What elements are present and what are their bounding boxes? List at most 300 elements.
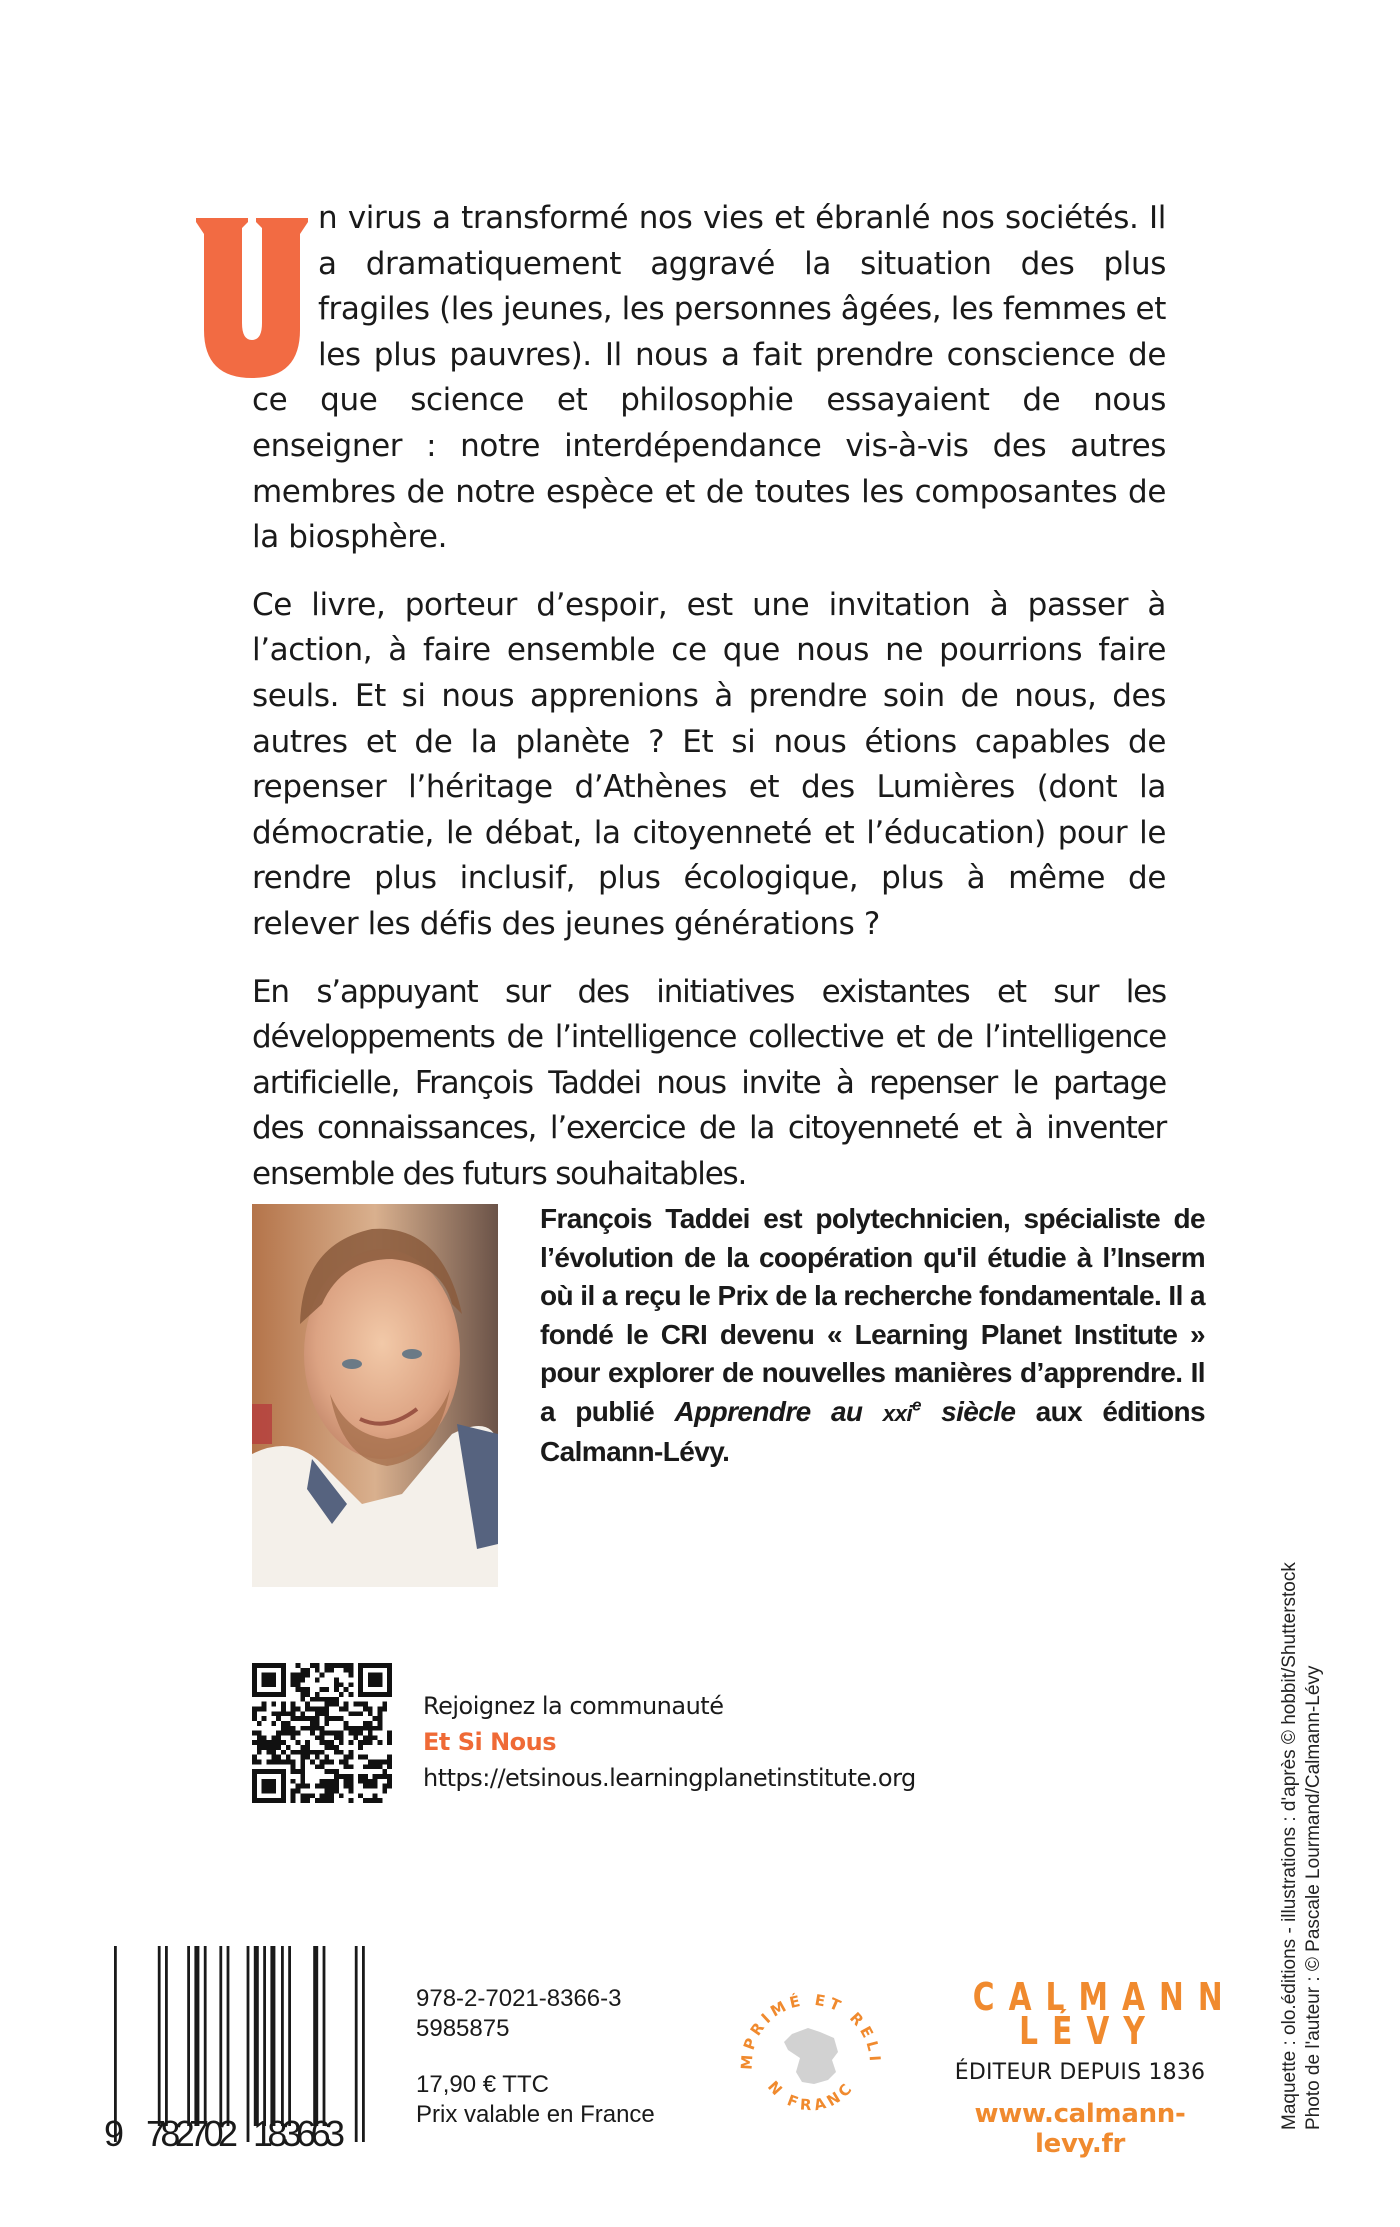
barcode-bar [355,1946,358,2142]
qr-module [276,1755,281,1760]
qr-module [300,1774,305,1779]
qr-module [281,1726,286,1731]
qr-module [324,1697,329,1702]
qr-module [363,1721,368,1726]
qr-module [291,1779,296,1784]
qr-module [300,1668,305,1673]
qr-module [286,1755,291,1760]
qr-module [344,1774,349,1779]
qr-module [382,1769,387,1774]
qr-module [368,1711,373,1716]
qr-module [295,1706,300,1711]
qr-module [368,1726,373,1731]
qr-module [315,1697,320,1702]
qr-module [373,1764,378,1769]
qr-module [257,1750,262,1755]
qr-module [368,1784,373,1789]
qr-module [315,1668,320,1673]
qr-module [329,1740,334,1745]
qr-module [320,1735,325,1740]
qr-module [271,1702,276,1707]
qr-module [324,1721,329,1726]
qr-module [329,1697,334,1702]
qr-module [281,1721,286,1726]
qr-code[interactable] [252,1663,392,1803]
qr-module [358,1726,363,1731]
publisher-url-link[interactable]: www.calmann-levy.fr [974,2099,1186,2159]
barcode-bar [204,1946,207,2126]
qr-module [363,1740,368,1745]
book-title-part: siècle [920,1395,1016,1427]
author-bio [540,1200,1205,1472]
qr-module [286,1760,291,1765]
qr-module [262,1673,276,1687]
community-invite: Rejoignez la communauté [423,1692,724,1720]
qr-module [334,1702,339,1707]
qr-module [387,1774,392,1779]
qr-module [349,1779,354,1784]
qr-module [349,1789,354,1794]
qr-module [353,1735,358,1740]
qr-module [305,1692,310,1697]
qr-module [271,1735,276,1740]
qr-module [339,1760,344,1765]
credits-photo: Photo de l'auteur : © Pascale Lourmand/Calmann-Lévy [1303,1665,1324,2130]
printed-in-france-stamp [730,1972,890,2132]
blurb-paragraph-3: En s’appuyant sur des initiatives existantes et sur les développements de l’intelligence collective et de l’intelligence artificielle, François Taddei nous invite à repenser le partage des connaissances, l’exercice de la citoyenneté et à inventer ensemble des futurs souhaitables. [252,973,1166,1192]
book-title-sup: e [912,1395,921,1415]
qr-module [276,1711,281,1716]
qr-module [315,1764,320,1769]
qr-module [334,1745,339,1750]
qr-module [315,1735,320,1740]
qr-module [344,1760,349,1765]
qr-module [320,1706,325,1711]
blurb-paragraph-1 [252,196,1166,561]
qr-module [252,1769,286,1774]
qr-module [300,1726,305,1731]
qr-module [329,1779,334,1784]
qr-module [324,1779,329,1784]
qr-module [358,1663,363,1697]
qr-module [252,1740,257,1745]
qr-module [373,1726,378,1731]
qr-module [349,1755,354,1760]
qr-module [363,1735,368,1740]
qr-module [300,1764,305,1769]
qr-module [295,1682,300,1687]
qr-module [358,1692,392,1697]
qr-module [291,1706,296,1711]
qr-module [305,1716,310,1721]
qr-module [276,1731,281,1736]
qr-module [387,1760,392,1765]
qr-module [252,1706,257,1711]
barcode-bar [288,1946,291,2126]
qr-module [295,1769,300,1774]
qr-module [252,1716,257,1721]
price: 17,90 € TTC [416,2071,549,2098]
qr-module [378,1774,383,1779]
qr-module [262,1706,267,1711]
barcode-bar [254,1946,259,2126]
qr-module [262,1702,267,1707]
qr-module [329,1702,334,1707]
stamp-bottom-text: N FRANC [763,2077,858,2115]
qr-module [266,1745,271,1750]
qr-module [349,1682,354,1687]
qr-module [344,1721,349,1726]
qr-module [320,1740,325,1745]
qr-module [358,1740,363,1745]
qr-module [305,1673,310,1678]
isbn-price-block [416,1984,655,2130]
qr-module [324,1789,329,1794]
qr-module [339,1750,344,1755]
qr-module [378,1721,383,1726]
barcode-bar [313,1946,318,2126]
qr-module [339,1716,344,1721]
barcode-bar [165,1946,168,2126]
bio-text: François Taddei est polytechnicien, spécialiste de l’évolution de la coopération qu'il étudie à l’Inserm où il a reçu le Prix de la recherche fondamentale. Il a fondé le CRI devenu « Learning Planet Institute » pour explorer de nouvelles manières d’apprendre. Il a publié [540,1203,1205,1427]
qr-module [262,1745,267,1750]
qr-module [276,1716,281,1721]
qr-module [368,1706,373,1711]
qr-module [291,1731,296,1736]
qr-module [300,1769,305,1774]
qr-module [363,1706,368,1711]
qr-module [320,1711,325,1716]
qr-module [368,1731,373,1736]
credits [1278,1562,1326,2130]
france-stamp-icon [730,1972,890,2132]
barcode-digits-right: 183663 [253,2113,345,2151]
qr-module [373,1779,378,1784]
qr-module [281,1740,286,1745]
qr-module [373,1735,378,1740]
blurb [252,196,1166,1197]
qr-module [300,1677,305,1682]
qr-module [324,1716,329,1721]
qr-module [387,1784,392,1789]
qr-module [329,1793,334,1798]
barcode-bar [263,1946,266,2126]
qr-module [334,1750,339,1755]
community-url-link[interactable]: https://etsinous.learningplanetinstitute.org [423,1764,916,1792]
qr-module [310,1726,315,1731]
isbn-number: 978-2-7021-8366-3 [416,1985,622,2012]
barcode-digits-left: 782702 [146,2113,238,2151]
stamp-top-text: MPRIMÉ ET RELI [737,1990,885,2071]
qr-module [257,1735,262,1740]
qr-module [363,1774,368,1779]
qr-module [373,1784,378,1789]
qr-module [339,1706,344,1711]
qr-module [320,1673,325,1678]
qr-module [310,1750,315,1755]
qr-module [310,1716,315,1721]
qr-module [310,1706,315,1711]
community-block [423,1688,916,1796]
qr-module [320,1760,325,1765]
qr-module [291,1789,296,1794]
bio-text-end: aux éditions Calmann-Lévy. [540,1395,1205,1467]
internal-code: 5985875 [416,2015,510,2042]
qr-module [358,1779,363,1784]
qr-module [358,1793,363,1798]
barcode-bar [270,1946,275,2126]
qr-module [305,1726,310,1731]
france-map-icon [784,2028,838,2084]
qr-module [262,1735,267,1740]
qr-module [329,1745,334,1750]
qr-module [310,1697,315,1702]
qr-module [363,1779,368,1784]
qr-module [334,1731,339,1736]
qr-module [344,1702,349,1707]
qr-module [295,1677,300,1682]
qr-module [378,1798,383,1803]
qr-module [257,1740,262,1745]
qr-module [295,1663,300,1668]
qr-module [334,1769,339,1774]
qr-module [252,1760,257,1765]
qr-module [382,1774,387,1779]
qr-module [281,1711,286,1716]
qr-module [320,1687,325,1692]
qr-module [353,1726,358,1731]
qr-module [378,1711,383,1716]
qr-module [320,1798,325,1803]
qr-module [334,1677,339,1682]
qr-module [349,1663,354,1668]
qr-module [310,1760,315,1765]
qr-module [300,1755,305,1760]
qr-module [271,1760,276,1765]
qr-module [291,1682,296,1687]
qr-module [315,1726,320,1731]
qr-module [252,1663,286,1668]
qr-module [271,1745,276,1750]
qr-module [373,1716,378,1721]
book-title-part: Apprendre au [674,1395,883,1427]
qr-module [305,1668,310,1673]
qr-module [300,1793,305,1798]
qr-module [291,1726,296,1731]
qr-module [344,1726,349,1731]
qr-module [368,1798,373,1803]
qr-module [363,1755,368,1760]
qr-module [382,1784,387,1789]
qr-module [378,1726,383,1731]
qr-module [257,1731,262,1736]
qr-module [315,1692,320,1697]
qr-module [324,1711,329,1716]
barcode-bar [187,1946,190,2126]
qr-module [324,1668,329,1673]
qr-module [305,1755,310,1760]
qr-module [315,1755,320,1760]
qr-module [349,1692,354,1697]
qr-module [276,1740,281,1745]
qr-module [363,1726,368,1731]
qr-module [387,1740,392,1745]
qr-module [349,1673,354,1678]
qr-module [266,1740,271,1745]
qr-module [300,1760,305,1765]
qr-module [286,1721,291,1726]
qr-module [329,1760,334,1765]
barcode-bar [281,1946,284,2126]
qr-module [281,1731,286,1736]
qr-module [349,1784,354,1789]
qr-module [353,1731,358,1736]
dropcap-u [196,218,308,378]
qr-module [324,1702,329,1707]
qr-module [300,1745,305,1750]
qr-module [324,1769,329,1774]
qr-module [344,1663,349,1668]
qr-module [281,1760,286,1765]
qr-module [334,1789,339,1794]
qr-module [358,1663,392,1668]
qr-module [315,1663,320,1668]
qr-module [262,1779,276,1793]
qr-module [329,1668,334,1673]
qr-module [344,1755,349,1760]
qr-module [373,1793,378,1798]
qr-module [276,1745,281,1750]
qr-module [378,1760,383,1765]
qr-module [295,1687,300,1692]
qr-module [300,1673,305,1678]
qr-module [291,1769,296,1774]
qr-module [315,1784,320,1789]
author-photo [252,1204,498,1587]
credits-design: Maquette : olo.éditions - illustrations : d'après © hobbit/Shutterstock [1279,1562,1300,2130]
qr-module [334,1682,339,1687]
qr-module [305,1750,310,1755]
qr-module [387,1779,392,1784]
qr-module [271,1721,276,1726]
barcode-icon [104,1946,374,2151]
qr-module [320,1731,325,1736]
barcode-bar [362,1946,365,2142]
qr-module [320,1750,325,1755]
qr-module [300,1711,305,1716]
qr-module [291,1793,296,1798]
qr-module [382,1789,387,1794]
qr-module [315,1706,320,1711]
qr-code-icon [252,1663,392,1803]
qr-module [339,1682,344,1687]
qr-module [363,1702,368,1707]
qr-module [368,1764,373,1769]
qr-module [310,1793,315,1798]
qr-module [310,1731,315,1736]
qr-module [329,1789,334,1794]
ean-barcode [104,1946,374,2151]
qr-module [339,1774,344,1779]
qr-module [344,1764,349,1769]
qr-module [358,1702,363,1707]
qr-module [310,1663,315,1668]
qr-module [295,1784,300,1789]
qr-module [320,1779,325,1784]
qr-module [329,1731,334,1736]
qr-module [286,1711,291,1716]
qr-module [324,1755,329,1760]
qr-module [291,1711,296,1716]
qr-module [324,1745,329,1750]
qr-module [344,1706,349,1711]
qr-module [339,1731,344,1736]
qr-module [324,1798,329,1803]
publisher-block [940,1975,1237,2159]
qr-module [334,1735,339,1740]
qr-module [276,1735,281,1740]
qr-module [382,1760,387,1765]
barcode-bar [323,1946,326,2126]
blurb-paragraph-2: Ce livre, porteur d’espoir, est une invitation à passer à l’action, à faire ensemble ce que nous ne pourrions faire seuls. Et si nous apprenions à prendre soin de nous, des autres et de la planète ? Et si nous étions capables de repenser l’héritage d’Athènes et des Lumières (dont la démocratie, le débat, la citoyenneté et l’éducation) pour le rendre plus inclusif, plus écologique, plus à même de relever les défis des jeunes générations ? [252,586,1166,942]
qr-module [305,1740,310,1745]
qr-module [324,1784,329,1789]
qr-module [315,1711,320,1716]
qr-module [305,1687,310,1692]
qr-module [262,1716,267,1721]
qr-module [271,1711,276,1716]
qr-module [339,1735,344,1740]
qr-module [291,1716,296,1721]
qr-module [300,1750,305,1755]
qr-module [286,1731,291,1736]
publisher-tagline: ÉDITEUR DEPUIS 1836 [954,2060,1206,2085]
qr-module [252,1769,257,1803]
qr-module [363,1784,368,1789]
qr-module [329,1769,334,1774]
qr-module [271,1755,276,1760]
qr-module [329,1784,334,1789]
qr-module [358,1774,363,1779]
qr-module [300,1697,305,1702]
barcode-bar [194,1946,199,2126]
qr-module [252,1798,286,1803]
qr-module [387,1764,392,1769]
qr-module [281,1750,286,1755]
qr-module [320,1697,325,1702]
qr-module [291,1760,296,1765]
qr-module [257,1706,262,1711]
qr-module [349,1731,354,1736]
book-title-century: xxi [882,1400,913,1426]
qr-module [315,1677,320,1682]
qr-module [334,1687,339,1692]
qr-module [368,1740,373,1745]
qr-module [252,1755,257,1760]
qr-module [271,1750,276,1755]
qr-module [349,1711,354,1716]
qr-module [286,1745,291,1750]
qr-module [339,1740,344,1745]
qr-module [344,1687,349,1692]
community-name: Et Si Nous [423,1728,557,1756]
qr-module [324,1740,329,1745]
qr-module [387,1663,392,1697]
qr-module [320,1793,325,1798]
qr-module [305,1784,310,1789]
qr-module [324,1793,329,1798]
qr-module [320,1764,325,1769]
